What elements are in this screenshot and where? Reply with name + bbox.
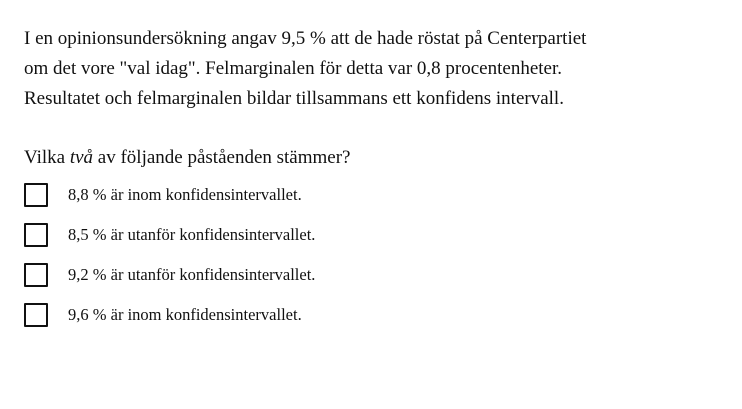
question-emphasis: två [69, 147, 94, 168]
question-prefix: Vilka [24, 147, 70, 168]
answer-options [24, 181, 704, 341]
option-3-label[interactable]: 9,2 % är utanför konfidensintervallet. [68, 265, 316, 284]
option-3-checkbox[interactable] [24, 263, 48, 287]
option-2[interactable] [24, 221, 704, 249]
intro-text [24, 24, 724, 114]
option-3[interactable] [24, 261, 704, 289]
option-4-checkbox[interactable] [24, 303, 48, 327]
question-suffix: av följande påståenden stämmer? [93, 147, 351, 168]
intro-line-3: Resultatet och felmarginalen bildar tillsammans ett konfidens intervall. [24, 88, 564, 109]
option-1-checkbox[interactable] [24, 183, 48, 207]
question-prompt [24, 143, 351, 173]
intro-line-1: I en opinionsundersökning angav 9,5 % att de hade röstat på Centerpartiet [24, 28, 587, 49]
option-4[interactable] [24, 301, 704, 329]
option-4-label[interactable]: 9,6 % är inom konfidensintervallet. [68, 305, 302, 324]
option-1[interactable] [24, 181, 704, 209]
intro-line-2: om det vore "val idag". Felmarginalen för detta var 0,8 procentenheter. [24, 58, 563, 79]
option-2-checkbox[interactable] [24, 223, 48, 247]
option-1-label[interactable]: 8,8 % är inom konfidensintervallet. [68, 185, 302, 204]
option-2-label[interactable]: 8,5 % är utanför konfidensintervallet. [68, 225, 316, 244]
